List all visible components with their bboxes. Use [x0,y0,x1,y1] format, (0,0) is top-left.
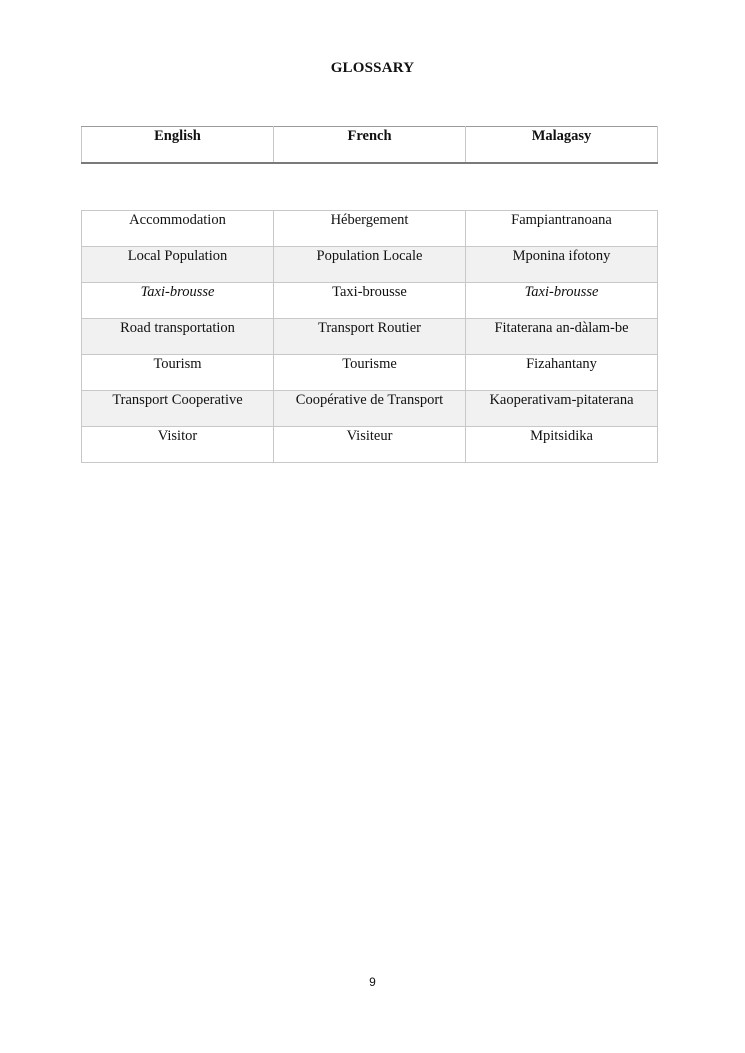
table-row [82,247,658,283]
table-row [82,355,658,391]
header-malagasy: Malagasy [466,127,658,164]
cell-french: Tourisme [274,355,466,391]
cell-french: Hébergement [274,211,466,247]
table-row [82,211,658,247]
header-row [82,127,658,164]
cell-english: Visitor [82,427,274,463]
cell-malagasy: Taxi-brousse [466,283,658,319]
cell-english: Road transportation [82,319,274,355]
cell-french: Transport Routier [274,319,466,355]
glossary-table [81,210,658,463]
cell-malagasy: Fampiantranoana [466,211,658,247]
cell-english: Accommodation [82,211,274,247]
page-title: GLOSSARY [330,60,415,76]
cell-malagasy: Kaoperativam-pitaterana [466,391,658,427]
table-row [82,283,658,319]
cell-french: Population Locale [274,247,466,283]
page-number: 9 [369,975,376,989]
header-english: English [82,127,274,164]
table-row [82,319,658,355]
glossary-header-table [81,126,658,164]
cell-french: Visiteur [274,427,466,463]
cell-french: Coopérative de Transport [274,391,466,427]
cell-malagasy: Mpitsidika [466,427,658,463]
cell-malagasy: Fitaterana an-dàlam-be [466,319,658,355]
cell-malagasy: Fizahantany [466,355,658,391]
table-row [82,391,658,427]
cell-malagasy: Mponina ifotony [466,247,658,283]
cell-english: Tourism [82,355,274,391]
header-french: French [274,127,466,164]
cell-french: Taxi-brousse [274,283,466,319]
table-row [82,427,658,463]
cell-english: Transport Cooperative [82,391,274,427]
cell-english: Local Population [82,247,274,283]
cell-english: Taxi-brousse [82,283,274,319]
